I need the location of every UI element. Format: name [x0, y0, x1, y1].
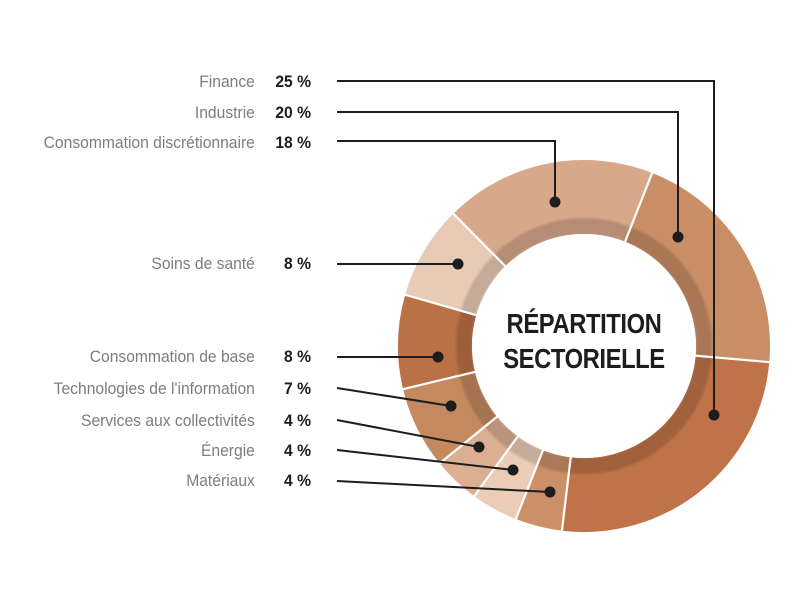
legend-label: Industrie: [194, 103, 255, 122]
leader-dot-consommation-de-base: [433, 352, 444, 363]
leader-dot-finance: [709, 410, 720, 421]
chart-title: [457, 306, 712, 376]
legend-label: Consommation de base: [89, 347, 255, 366]
leader-dot-materiaux: [545, 487, 556, 498]
legend-label: Technologies de l'information: [53, 379, 255, 398]
legend-value: 4 %: [284, 471, 311, 490]
legend-label: Soins de santé: [151, 254, 255, 273]
chart-title-line2: SECTORIELLE: [503, 343, 665, 374]
legend-value: 4 %: [284, 441, 311, 460]
legend-label: Services aux collectivités: [81, 411, 255, 430]
legend-label: Finance: [199, 72, 255, 91]
legend-label: Consommation discrétionnaire: [43, 133, 255, 152]
legend-label: Matériaux: [186, 471, 255, 490]
legend-value: 18 %: [275, 133, 311, 152]
chart-title-line1: RÉPARTITION: [506, 308, 662, 339]
legend-value: 7 %: [284, 379, 311, 398]
legend-value: 8 %: [284, 254, 311, 273]
legend-label: Énergie: [200, 441, 255, 460]
legend-value: 4 %: [284, 411, 311, 430]
leader-dot-industrie: [673, 232, 684, 243]
leader-dot-soins-de-sante: [453, 259, 464, 270]
legend-value: 20 %: [275, 103, 311, 122]
leader-dot-energie: [508, 465, 519, 476]
leader-dot-services-aux-collectivites: [474, 442, 485, 453]
legend-value: 25 %: [275, 72, 311, 91]
leader-dot-consommation-discretionnaire: [550, 197, 561, 208]
leader-dot-technologies-de-l-information: [446, 401, 457, 412]
legend-value: 8 %: [284, 347, 311, 366]
